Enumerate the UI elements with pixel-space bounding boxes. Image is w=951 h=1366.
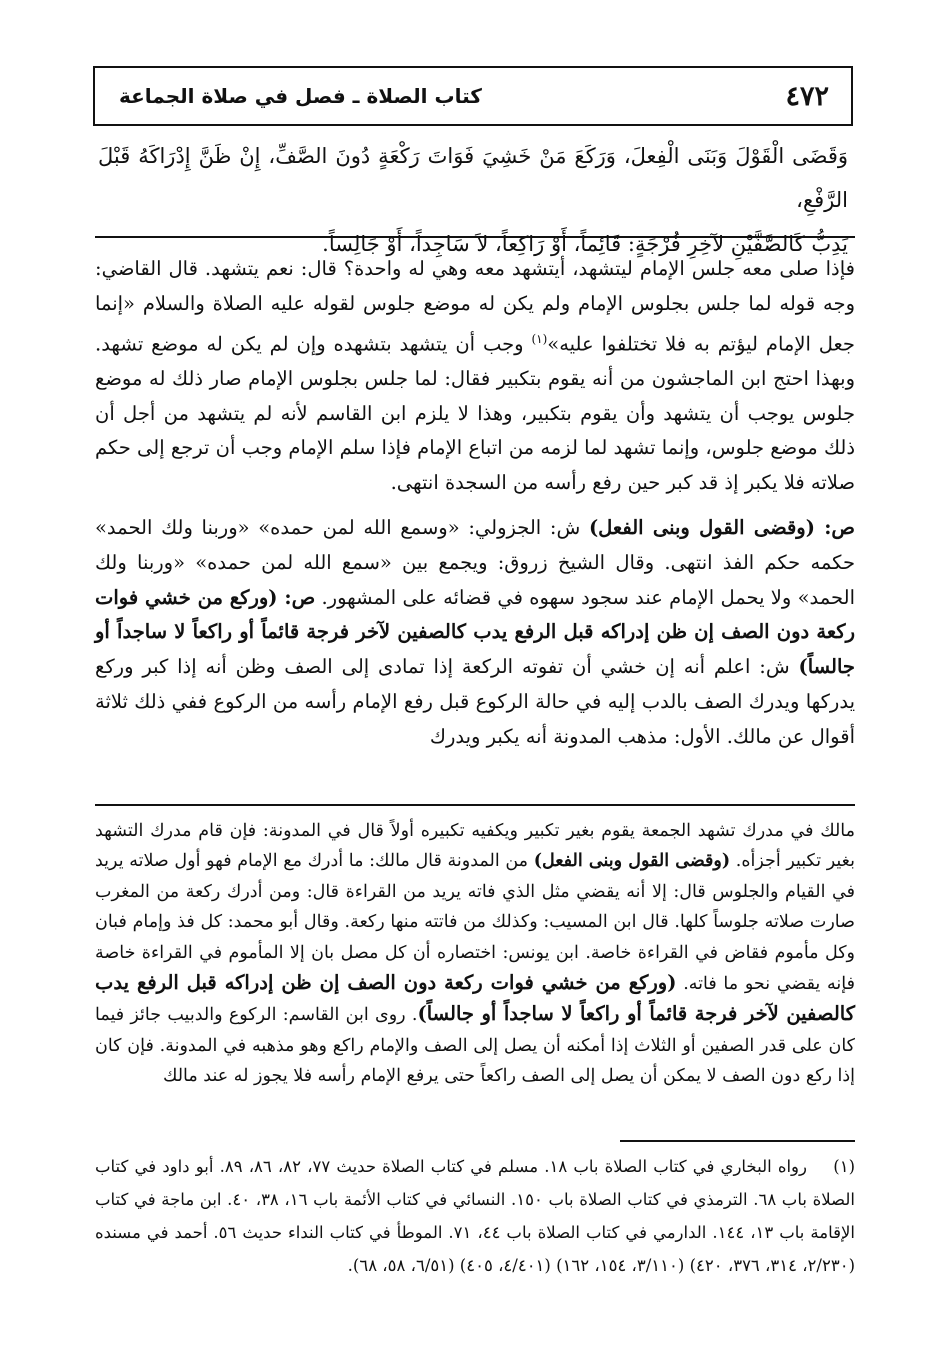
footnotes bbox=[95, 1150, 855, 1282]
footnote-divider bbox=[620, 1140, 855, 1142]
quoted-matn: (وركع من خشي فوات ركعة دون الصف إن ظن إدراكه قبل الرفع يدب كالصفين لآخر فرجة قائماً أو راكعاً لا ساجداً أو جالساً) bbox=[95, 585, 855, 679]
quoted-matn: (وقضى القول وبنى الفعل) bbox=[588, 516, 815, 540]
divider bbox=[95, 236, 855, 238]
footnote-reference: (١) bbox=[531, 331, 548, 346]
footnote: (١)رواه البخاري في كتاب الصلاة باب ١٨. مسلم في كتاب الصلاة حديث ٧٧، ٨٢، ٨٦، ٨٩. أبو داود في كتاب الصلاة باب ٦٨. الترمذي في كتاب الصلاة باب ١٥٠. النسائي في كتاب الأئمة باب ١٦، ٣٨، ٤٠. ابن ماجة في كتاب الإقامة باب ١٣، ١٤٤. الدارمي في كتاب الصلاة باب ٤٤، ٧١. الموطأ في كتاب النداء حديث ٥٦. أحمد في مسنده (٢/٢٣٠، ٣١٤، ٣٧٦، ٤٢٠) (٣/١١٠، ١٥٤، ١٦٢) (٤/٤٠١، ٤٠٥) (٦/٥١، ٥٨، ٦٨). bbox=[95, 1150, 855, 1282]
divider bbox=[95, 804, 855, 806]
quoted-matn: (وقضى القول وبنى الفعل) bbox=[533, 851, 731, 872]
commentary-paragraph: ص: (وقضى القول وبنى الفعل) ش: الجزولي: «وسمع الله لمن حمده» «وربنا ولك الحمد» حكمه حكم الفذ انتهى. وقال الشيخ زروق: ويجمع بين «سمع الله لمن حمده» «وربنا ولك الحمد» ولا يحمل الإمام عند سجود سهوه في قضائه على المشهور. ص: (وركع من خشي فوات ركعة دون الصف إن ظن إدراكه قبل الرفع يدب كالصفين لآخر فرجة قائماً أو راكعاً لا ساجداً أو جالساً) ش: اعلم أنه إن خشي أن تفوته الركعة إذا تمادى إلى الصف وظن أنه إذا كبر وركع يدركها ويدرك الصف بالدب إليه في حالة الركوع قبل رفع الإمام رأسه من الركوع ففي ذلك ثلاثة أقوال عن مالك. الأول: مذهب المدونة أنه يكبر ويدرك bbox=[95, 516, 855, 748]
page-number: ٤٧٢ bbox=[785, 80, 829, 112]
commentary bbox=[95, 252, 855, 765]
page-header bbox=[93, 66, 853, 126]
main-text-line: يَدِبُّ كَالصَّفَّيْنِ لآخِرِ فُرْجَةٍ: قَائِماً، أَوْ رَاكِعاً، لاَ سَاجِداً، أَوْ جَالِساً. bbox=[322, 232, 848, 256]
main-text-line: وَقَضَى الْقَوْلَ وَبَنَى الْفِعلَ، وَرَكَعَ مَنْ خَشِيَ فَوَاتَ رَكْعَةٍ دُونَ الصَّفِّ، إِنْ ظَنَّ إِدْرَاكَهُ قَبْلَ الرَّفْعِ، bbox=[98, 144, 848, 212]
running-title: كتاب الصلاة ـ فصل في صلاة الجماعة bbox=[119, 84, 482, 108]
commentary-paragraph: فإذا صلى معه جلس الإمام ليتشهد، أيتشهد معه وهي له واحدة؟ قال: نعم يتشهد. قال القاضي: وجه قوله لما جلس بجلوس الإمام ولم يكن له موضع جلوس لقوله عليه الصلاة والسلام «إنما جعل الإمام ليؤتم به فلا تختلفوا عليه»$^{(١)}$ وجب أن يتشهد بتشهده وإن لم يكن له موضع تشهد. وبهذا احتج ابن الماجشون من أنه يقوم بتكبير فقال: لما جلس بجلوس الإمام صار ذلك له موضع جلوس يوجب أن يتشهد وأن يقوم بتكبير، وهذا لا يلزم ابن القاسم لأنه لم يتشهد من أجل أن ذلك موضع جلوس، وإنما تشهد لما لزمه من اتباع الإمام فإذا سلم الإمام وجب أن ترجع إلى حكم صلاته فلا يكبر إذ قد كبر حين رفع رأسه من السجدة انتهى. bbox=[95, 257, 855, 495]
lower-paragraph: مالك في مدرك تشهد الجمعة يقوم بغير تكبير ويكفيه تكبيره أولاً قال في المدونة: فإن قام مدرك التشهد بغير تكبير أجزأه. (وقضى القول وبنى الفعل) من المدونة قال مالك: ما أدرك مع الإمام فهو أول صلاته يريد في القيام والجلوس قال: إلا أنه يقضي مثل الذي فاته يريد من القراءة قال: ومن أدرك ركعة من المغرب صارت صلاته جلوساً كلها. قال ابن المسيب: وكذلك من فاتته منها ركعة. وقال أبو محمد: كل فذ وإمام فبان وكل مأموم فقاض في القراءة خاصة. ابن يونس: اختصاره أن كل مصل بان إلا المأموم في القراءة خاصة فإنه يقضي نحو ما فاته. (وركع من خشي فوات ركعة دون الصف إن ظن إدراكه قبل الرفع يدب كالصفين لآخر فرجة قائماً أو راكعاً لا ساجداً أو جالساً). روى ابن القاسم: الركوع والدبيب جائز فيما كان على قدر الصفين أو الثلاث إذا أمكنه أن يصل إلى الصف والإمام راكع وهو مذهبه في المدونة. فإن كان إذا ركع دون الصف لا يمكن أن يصل إلى الصف راكعاً حتى يرفع الإمام رأسه فلا يجوز له عند مالك bbox=[95, 821, 855, 1087]
footnote-marker: (١) bbox=[833, 1157, 855, 1176]
lower-commentary bbox=[95, 816, 855, 1092]
quoted-matn: (وركع من خشي فوات ركعة دون الصف إن ظن إدراكه قبل الرفع يدب كالصفين لآخر فرجة قائماً أو راكعاً لا ساجداً أو جالساً) bbox=[95, 971, 855, 1026]
main-text bbox=[98, 134, 848, 266]
